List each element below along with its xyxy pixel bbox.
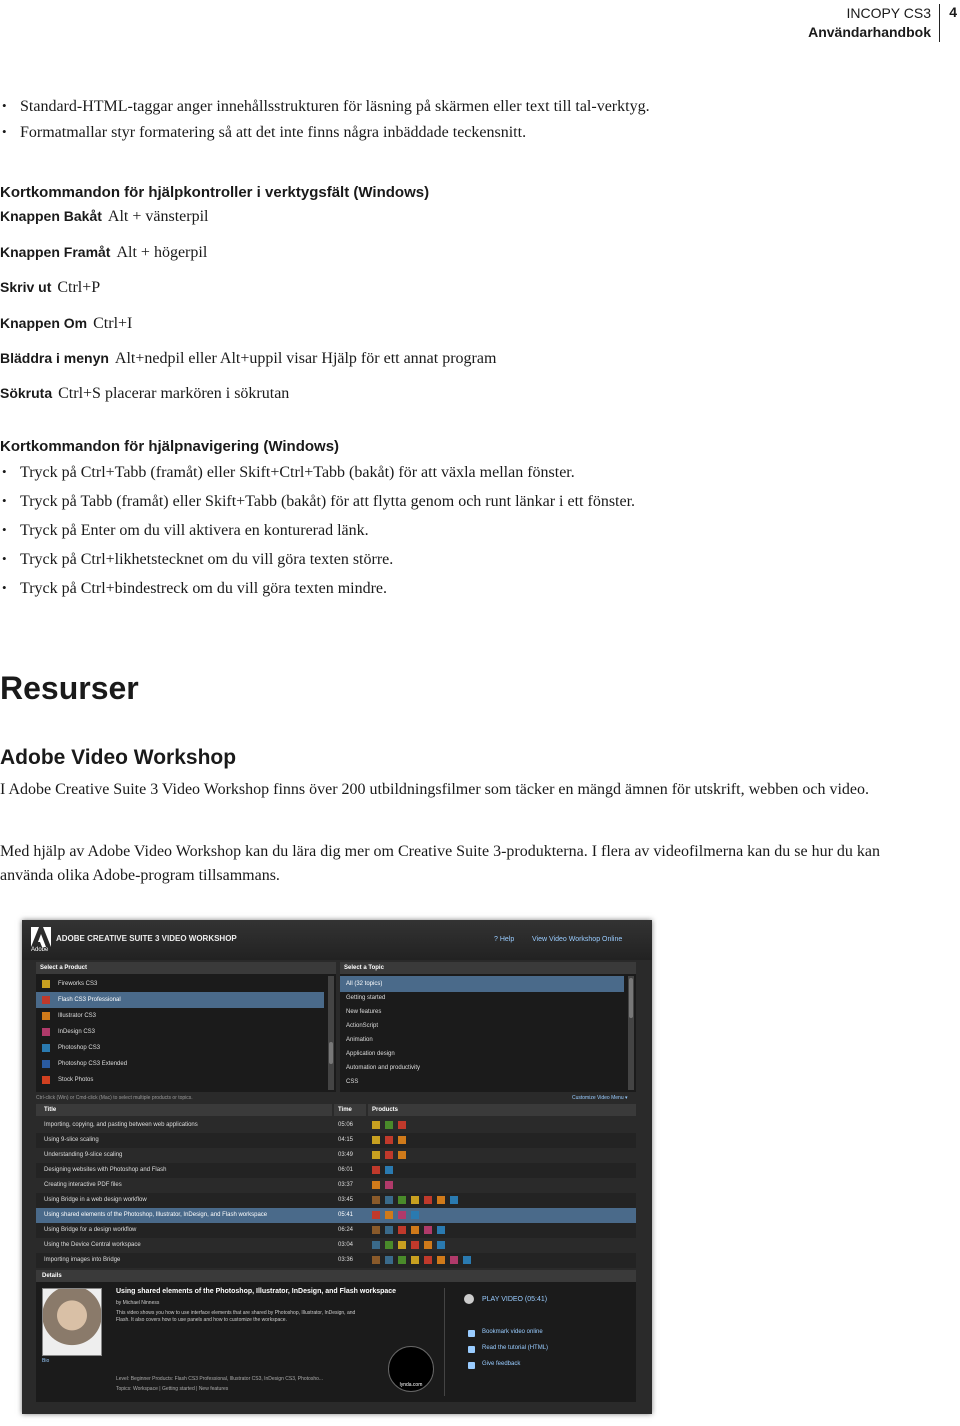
video-row[interactable] [36,1118,636,1133]
play-video-button[interactable]: PLAY VIDEO (05:41) [482,1296,548,1303]
video-row[interactable] [36,1193,636,1208]
page-number: 4 [949,4,957,20]
product-badge-icon [437,1241,445,1249]
paragraph-2: Med hjälp av Adobe Video Workshop kan du lära dig mer om Creative Suite 3-produkterna. I flera av videofilmerna kan du se hur du kan använda olika Adobe-program tillsammans. [0,843,881,884]
video-time: 03:04 [338,1242,354,1248]
product-badge-icon [437,1196,445,1204]
product-badge-icon [398,1196,406,1204]
product-badge-icon [450,1196,458,1204]
product-badge-icon [372,1211,380,1219]
product-label: Flash CS3 Professional [58,997,121,1003]
video-time: 06:24 [338,1227,354,1233]
bookmark-link[interactable]: Bookmark video online [482,1329,543,1335]
product-badge-icon [411,1211,419,1219]
product-badge-icon [424,1241,432,1249]
product-label: Photoshop CS3 Extended [58,1061,128,1067]
header-product: INCOPY CS3 [846,5,931,21]
product-item[interactable] [36,1024,324,1040]
product-badge-icon [372,1121,380,1129]
video-title: Using shared elements of the Photoshop, Illustrator, InDesign, and Flash workspace [44,1212,268,1218]
section-subtitle: Adobe Video Workshop [0,746,237,769]
feedback-link[interactable]: Give feedback [482,1361,521,1367]
product-scrollbar[interactable] [328,976,334,1090]
product-badge-icon [385,1136,393,1144]
product-badge-icon [385,1256,393,1264]
intro-bullet: • Standard-HTML-taggar anger innehållsstrukturen för läsning på skärmen eller text till tal-verktyg. [0,98,650,116]
video-title: Using 9-slice scaling [44,1137,99,1143]
product-badge-icon [385,1121,393,1129]
video-title: Using Bridge in a web design workflow [44,1197,147,1203]
shortcut-label: Knappen Om [0,315,88,331]
product-badge-icon [398,1226,406,1234]
details-header: Details [36,1270,636,1282]
video-time: 03:36 [338,1257,354,1263]
product-badge-icon [385,1151,393,1159]
shortcut-label: Knappen Bakåt [0,208,102,224]
product-label: Photoshop CS3 [58,1045,101,1051]
product-badge-icon [385,1181,393,1189]
shortcuts-heading: Kortkommandon för hjälpkontroller i verktygsfält (Windows) [0,184,430,201]
product-badge-icon [372,1151,380,1159]
video-row[interactable] [36,1223,636,1238]
navigation-bullet: • Tryck på Enter om du vill aktivera en konturerad länk. [0,522,635,540]
scrollbar-thumb[interactable] [329,1042,333,1064]
adobe-wordmark: Adobe [31,947,49,953]
product-badge-icon [424,1256,432,1264]
shortcut-label: Knappen Framåt [0,244,111,260]
product-item[interactable] [36,1008,324,1024]
shortcut-value: Alt + vänsterpil [107,208,209,225]
topic-panel [340,962,636,1092]
running-header [808,4,940,42]
topic-panel-header: Select a Topic [340,962,636,974]
bookmark-icon [468,1330,475,1337]
product-badge-icon [398,1136,406,1144]
detail-title: Using shared elements of the Photoshop, Illustrator, InDesign, and Flash workspace [116,1288,397,1295]
lynda-wordmark: lynda.com [399,1382,423,1388]
indesign-icon [42,1028,50,1036]
col-time-header[interactable]: Time [334,1104,366,1116]
video-row[interactable] [36,1148,636,1163]
detail-level-products: Level: Beginner Products: Flash CS3 Professional, Illustrator CS3, InDesign CS3, Photosho... [116,1376,324,1382]
video-time: 03:49 [338,1152,354,1158]
product-badge-icon [398,1121,406,1129]
product-badge-icon [385,1226,393,1234]
watch-online-link[interactable]: View Video Workshop Online [532,936,623,943]
product-badge-icon [372,1241,380,1249]
detail-description: This video shows you how to use interface elements that are shared by Photoshop, Illustrator, InDesign, and Flash. It also covers how to use panels and how to customize the workspace. [116,1310,356,1323]
product-badge-icon [372,1136,380,1144]
app-title: ADOBE CREATIVE SUITE 3 VIDEO WORKSHOP [56,934,237,943]
product-badge-icon [424,1226,432,1234]
product-label: Fireworks CS3 [58,981,98,987]
video-title: Understanding 9-slice scaling [44,1152,123,1158]
product-item[interactable] [36,1056,324,1072]
navigation-bullet: • Tryck på Ctrl+bindestreck om du vill göra texten mindre. [0,580,635,598]
lynda-logo [388,1346,434,1392]
product-badge-icon [385,1211,393,1219]
product-badge-icon [372,1196,380,1204]
product-badge-icon [372,1166,380,1174]
video-row[interactable] [36,1178,636,1193]
video-title: Designing websites with Photoshop and Flash [44,1167,167,1173]
details-divider [444,1288,445,1396]
bio-link[interactable]: Bio [42,1358,50,1364]
navigation-bullet: • Tryck på Ctrl+likhetstecknet om du vill göra texten större. [0,551,635,569]
navigation-bullet: • Tryck på Ctrl+Tabb (framåt) eller Skift+Ctrl+Tabb (bakåt) för att växla mellan fönster. [0,464,635,482]
product-badge-icon [398,1256,406,1264]
video-title: Using the Device Central workspace [44,1242,141,1248]
section-title: Resurser [0,670,139,706]
shortcut-label: Bläddra i menyn [0,350,109,366]
shortcut-row [0,208,208,226]
topic-label: Getting started [346,995,386,1001]
product-label: Stock Photos [58,1077,94,1083]
shortcut-row [0,385,289,403]
shortcut-value: Ctrl+P [57,279,101,296]
play-icon[interactable] [464,1294,474,1304]
col-products-header[interactable]: Products [368,1104,636,1116]
video-row[interactable] [36,1163,636,1178]
product-badge-icon [372,1256,380,1264]
adobe-logo-icon [31,927,51,953]
video-time: 06:01 [338,1167,354,1173]
topic-scrollbar[interactable] [628,976,634,1090]
detail-topics: Topics: Workspace | Getting started | New features [116,1386,229,1392]
product-badge-icon [411,1241,419,1249]
product-item[interactable] [36,976,324,992]
video-products [372,1256,476,1271]
tutorial-icon [468,1346,475,1353]
video-row[interactable] [36,1208,636,1223]
shortcut-label: Sökruta [0,385,53,401]
photoshop-icon [42,1044,50,1052]
topic-item[interactable] [340,1074,624,1090]
topic-label: All (32 topics) [346,981,383,987]
product-item-selected[interactable] [36,992,324,1008]
feedback-icon [468,1362,475,1369]
product-badge-icon [450,1256,458,1264]
product-badge-icon [463,1256,471,1264]
photoshop-extended-icon [42,1060,50,1068]
customize-menu-link[interactable]: Customize Video Menu ▾ [572,1095,628,1101]
product-badge-icon [372,1226,380,1234]
shortcut-value: Ctrl+I [93,315,133,332]
video-row[interactable] [36,1133,636,1148]
product-panel-header: Select a Product [36,962,336,974]
video-title: Using Bridge for a design workflow [44,1227,137,1233]
navigation-bullet: • Tryck på Tabb (framåt) eller Skift+Tabb (bakåt) för att flytta genom och runt länkar i ett fönster. [0,493,635,511]
shortcut-row [0,244,207,262]
product-badge-icon [385,1166,393,1174]
header-doc-title: Användarhandbok [808,24,931,40]
flash-icon [42,996,50,1004]
detail-author: by Michael Ninness [116,1300,160,1306]
product-badge-icon [398,1151,406,1159]
topic-label: Automation and productivity [346,1065,421,1071]
topic-label: Animation [346,1037,373,1043]
product-badge-icon [411,1196,419,1204]
navigation-bullet-list [0,464,635,598]
fireworks-icon [42,980,50,988]
product-item[interactable] [36,1072,324,1088]
shortcut-row [0,315,132,333]
video-title: Importing images into Bridge [44,1257,121,1263]
shortcut-value: Alt + högerpil [116,244,208,261]
multi-select-hint: Ctrl-click (Win) or Cmd-click (Mac) to select multiple products or topics. [36,1095,193,1101]
details-panel [36,1270,636,1402]
product-item[interactable] [36,1040,324,1056]
scrollbar-thumb[interactable] [629,978,633,1018]
product-badge-icon [385,1196,393,1204]
stock-photos-icon [42,1076,50,1084]
video-time: 04:15 [338,1137,354,1143]
intro-bullet: • Formatmallar styr formatering så att det inte finns några inbäddade teckensnitt. [0,124,650,142]
app-titlebar [22,920,652,960]
shortcut-value: Ctrl+S placerar markören i sökrutan [58,385,290,402]
product-label: InDesign CS3 [58,1029,96,1035]
illustrator-icon [42,1012,50,1020]
paragraph-1: I Adobe Creative Suite 3 Video Workshop finns över 200 utbildningsfilmer som täcker en mängd ämnen för utskrift, webben och video. [0,781,869,798]
product-badge-icon [424,1196,432,1204]
video-time: 05:06 [338,1122,354,1128]
video-time: 03:37 [338,1182,354,1188]
product-badge-icon [372,1181,380,1189]
shortcut-value: Alt+nedpil eller Alt+uppil visar Hjälp för ett annat program [114,350,497,367]
product-badge-icon [437,1256,445,1264]
product-badge-icon [437,1226,445,1234]
topic-label: Application design [346,1051,395,1057]
video-row[interactable] [36,1253,636,1268]
video-time: 05:41 [338,1212,354,1218]
video-workshop-screenshot [22,920,652,1414]
intro-bullet-list [0,98,650,142]
product-badge-icon [398,1241,406,1249]
shortcut-row [0,350,496,368]
product-badge-icon [385,1241,393,1249]
product-badge-icon [411,1256,419,1264]
topic-label: ActionScript [346,1023,379,1029]
topic-label: CSS [346,1079,359,1085]
topic-label: New features [346,1009,382,1015]
video-row[interactable] [36,1238,636,1253]
shortcut-row [0,279,100,297]
help-link[interactable]: ? Help [494,936,515,943]
presenter-photo [42,1288,102,1356]
video-title: Creating interactive PDF files [44,1182,122,1188]
product-label: Illustrator CS3 [58,1013,97,1019]
navigation-heading: Kortkommandon för hjälpnavigering (Windows) [0,438,340,455]
shortcut-label: Skriv ut [0,279,52,295]
product-badge-icon [411,1226,419,1234]
col-title-header[interactable]: Title [36,1104,332,1116]
tutorial-link[interactable]: Read the tutorial (HTML) [482,1345,549,1351]
video-title: Importing, copying, and pasting between web applications [44,1122,198,1128]
video-time: 03:45 [338,1197,354,1203]
product-panel [36,962,336,1092]
product-badge-icon [398,1211,406,1219]
